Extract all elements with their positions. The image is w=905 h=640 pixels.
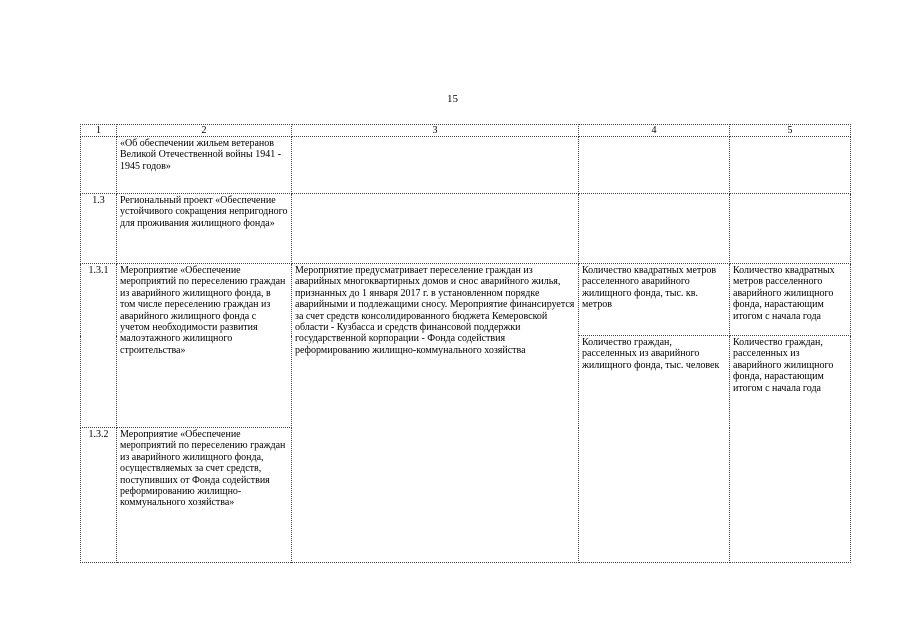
row-name: Мероприятие «Обеспечение мероприятий по переселению граждан из аварийного жилищного фонда, в том числе переселению граждан из аварийного жилищного фонда с учетом необходимости развития малоэтажного жилищного строительства» (117, 264, 292, 428)
column-header-4: 4 (579, 125, 730, 137)
row-description: Мероприятие предусматривает переселение граждан из аварийных многоквартирных домов и снос аварийного жилья, признанных до 1 января 2017 г. в установленном порядке аварийными и подлежащими сносу. Мероприятие финансируется за счет средств консолидированного бюджета Кемеровской области - Кузбасса и средств финансовой поддержки государственной корпорации - Фонда содействия реформированию жилищно-коммунального хозяйства (292, 264, 579, 563)
row-number: 1.3 (81, 194, 117, 264)
row-number (81, 137, 117, 194)
table-row (81, 264, 851, 336)
column-header-5: 5 (730, 125, 851, 137)
column-header-2: 2 (117, 125, 292, 137)
row-indicator-4 (579, 194, 730, 264)
row-description (292, 194, 579, 264)
row-name: Региональный проект «Обеспечение устойчивого сокращения непригодного для проживания жилищного фонда» (117, 194, 292, 264)
row-indicator-5-area: Количество квадратных метров расселенного аварийного жилищного фонда, нарастающим итогом с начала года (730, 264, 851, 336)
row-indicator-5 (730, 137, 851, 194)
column-header-1: 1 (81, 125, 117, 137)
row-indicator-5-people: Количество граждан, расселенных из аварийного жилищного фонда, нарастающим итогом с начала года (730, 336, 851, 563)
column-header-3: 3 (292, 125, 579, 137)
row-indicator-4-area: Количество квадратных метров расселенного аварийного жилищного фонда, тыс. кв. метров (579, 264, 730, 336)
row-indicator-4 (579, 137, 730, 194)
row-indicator-5 (730, 194, 851, 264)
row-number: 1.3.1 (81, 264, 117, 428)
row-indicator-4-people: Количество граждан, расселенных из аварийного жилищного фонда, тыс. человек (579, 336, 730, 563)
table-row (81, 194, 851, 264)
row-number: 1.3.2 (81, 428, 117, 563)
row-name: Мероприятие «Обеспечение мероприятий по переселению граждан из аварийного жилищного фонда, осуществляемых за счет средств, поступивших от Фонда содействия реформированию жилищно-коммунального хозяйства» (117, 428, 292, 563)
page-number: 15 (447, 93, 458, 105)
row-name: «Об обеспечении жильем ветеранов Великой Отечественной войны 1941 - 1945 годов» (117, 137, 292, 194)
row-description (292, 137, 579, 194)
table-row (81, 137, 851, 194)
program-table (80, 124, 851, 563)
header-row (81, 125, 851, 137)
